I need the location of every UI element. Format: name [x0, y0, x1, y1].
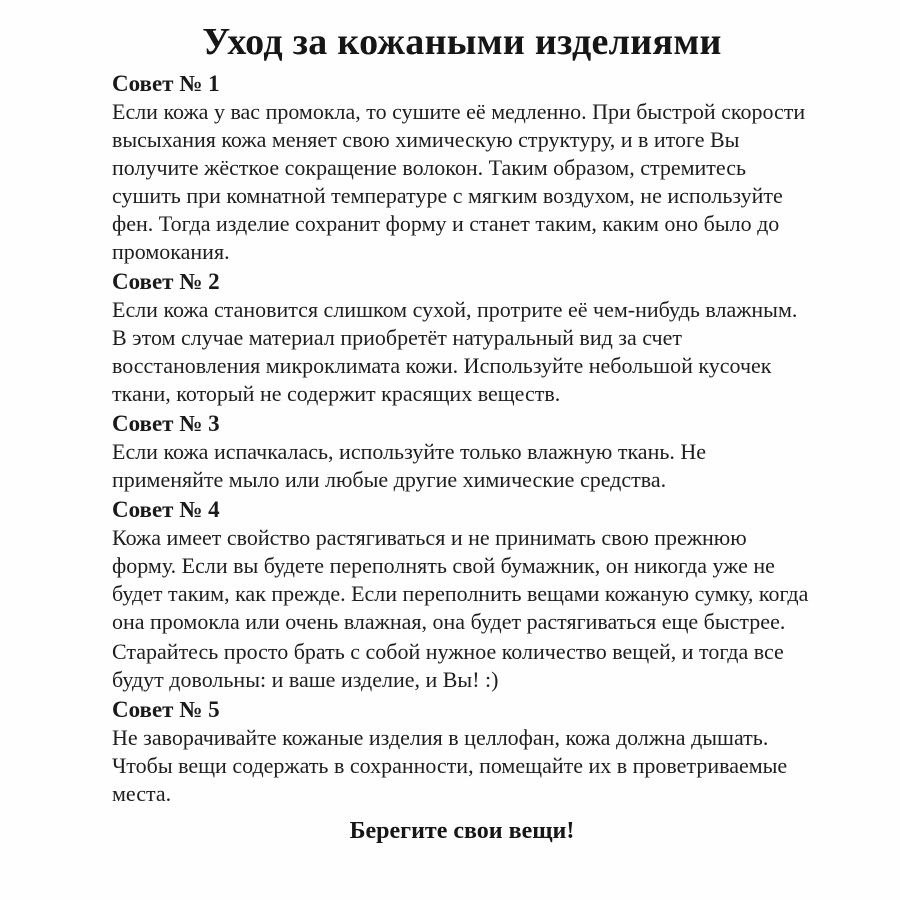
tip-1-paragraph: Если кожа у вас промокла, то сушите её медленно. При быстрой скорости высыхания кожа меняет свою химическую структуру, и в итоге Вы получите жёсткое сокращение волокон. Таким образом, стремитесь сушить при комнатной температуре с мягким воздухом, не используйте фен. Тогда изделие сохранит форму и станет таким, каким оно было до промокания. — [112, 99, 806, 264]
tip-section-3 — [112, 410, 812, 494]
tip-5-paragraph: Не заворачивайте кожаные изделия в целлофан, кожа должна дышать. Чтобы вещи содержать в сохранности, помещайте их в проветриваемые места. — [112, 725, 788, 806]
page-title: Уход за кожаными изделиями — [202, 21, 722, 63]
tip-4-paragraph-1: Кожа имеет свойство растягиваться и не принимать свою прежнюю форму. Если вы будете переполнять свой бумажник, он никогда уже не будет таким, как прежде. Если переполнить вещами кожаную сумку, когда она промокла или очень влажная, она будет растягиваться еще быстрее. — [112, 525, 809, 634]
tip-3-heading: Совет № 3 — [112, 411, 220, 436]
tip-section-2 — [112, 268, 812, 408]
tip-2-heading: Совет № 2 — [112, 269, 220, 294]
tip-section-4 — [112, 496, 812, 694]
tip-2-paragraph: Если кожа становится слишком сухой, протрите её чем-нибудь влажным. В этом случае материал приобретёт натуральный вид за счет восстановления микроклимата кожи. Используйте небольшой кусочек ткани, который не содержит красящих веществ. — [112, 297, 798, 406]
tip-3-paragraph: Если кожа испачкалась, используйте только влажную ткань. Не применяйте мыло или любые другие химические средства. — [112, 439, 707, 492]
tip-section-1 — [112, 70, 812, 266]
tip-5-heading: Совет № 5 — [112, 697, 220, 722]
tip-4-paragraph-2: Старайтесь просто брать с собой нужное количество вещей, и тогда все будут довольны: и ваше изделие, и Вы! :) — [112, 639, 784, 692]
footer-slogan: Берегите свои вещи! — [349, 818, 575, 844]
tip-1-heading: Совет № 1 — [112, 71, 220, 96]
tip-4-heading: Совет № 4 — [112, 497, 220, 522]
tip-section-5 — [112, 696, 812, 808]
